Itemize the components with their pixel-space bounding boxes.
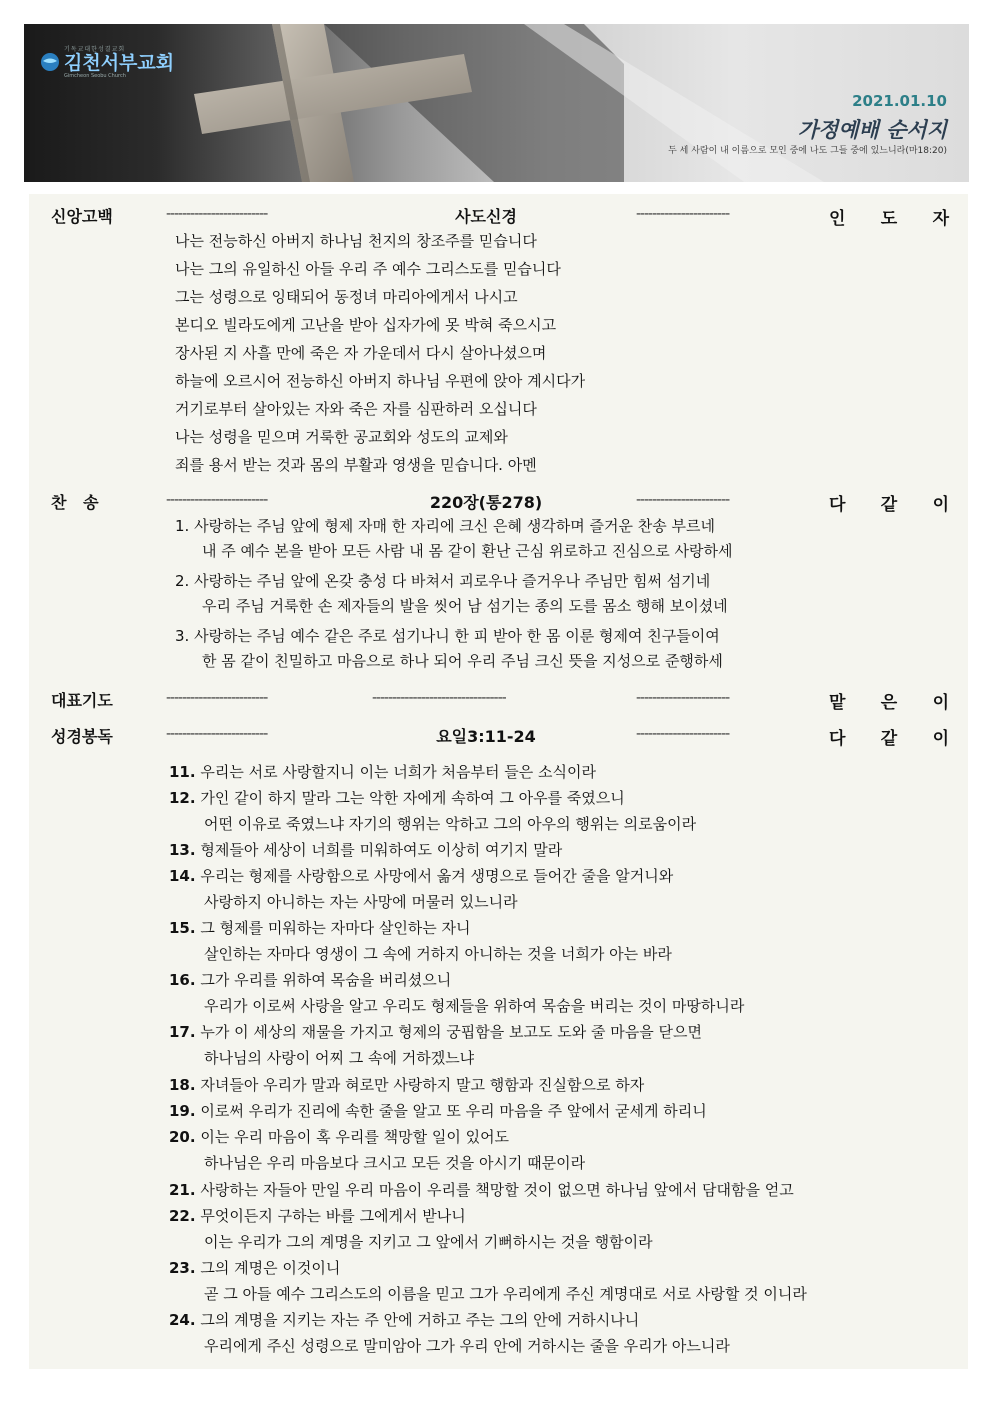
prayer-leader: 맡 은 이 (829, 693, 949, 713)
creed-line: 거기로부터 살아있는 자와 죽은 자를 심판하러 오십니다 (175, 400, 537, 418)
divider: ----------------------- (636, 690, 730, 706)
creed-line: 죄를 용서 받는 것과 몸의 부활과 영생을 믿습니다. 아멘 (175, 456, 537, 474)
scripture-verse: 21. 사랑하는 자들아 만일 우리 마음이 우리를 책망할 것이 없으면 하나님 앞에서 담대함을 얻고 (169, 1181, 794, 1199)
globe-icon (40, 52, 60, 72)
creed-line: 그는 성령으로 잉태되어 동정녀 마리아에게서 나시고 (175, 288, 518, 306)
reading-label: 성경봉독 (51, 727, 113, 746)
scripture-verse: 17. 누가 이 세상의 재물을 가지고 형제의 궁핍함을 보고도 도와 줄 마음을 닫으면 (169, 1023, 703, 1041)
scripture-verse: 23. 그의 계명은 이것이니 (169, 1259, 341, 1277)
creed-row (29, 204, 968, 232)
scripture-verse: 18. 자녀들아 우리가 말과 혀로만 사랑하지 말고 행함과 진실함으로 하자 (169, 1076, 645, 1094)
hymn-verse-line: 내 주 예수 본을 받아 모든 사람 내 몸 같이 환난 근심 위로하고 진심으로 사랑하세 (202, 542, 733, 560)
creed-line: 나는 전능하신 아버지 하나님 천지의 창조주를 믿습니다 (175, 232, 537, 250)
divider: ------------------------- (166, 206, 268, 222)
worship-order (29, 194, 968, 1369)
scripture-verse: 12. 가인 같이 하지 말라 그는 악한 자에게 속하여 그 아우를 죽였으니 (169, 789, 625, 807)
scripture-verse: 19. 이로써 우리가 진리에 속한 줄을 알고 또 우리 마음을 주 앞에서 굳세게 하리니 (169, 1102, 707, 1120)
creed-label: 신앙고백 (51, 207, 113, 226)
creed-line: 하늘에 오르시어 전능하신 아버지 하나님 우편에 앉아 계시다가 (175, 372, 586, 390)
scripture-verse: 14. 우리는 형제를 사랑함으로 사망에서 옮겨 생명으로 들어간 줄을 알거니와 (169, 867, 674, 885)
scripture-verse: 20. 이는 우리 마음이 혹 우리를 책망할 일이 있어도 (169, 1128, 510, 1146)
scripture-verse-cont: 우리가 이로써 사랑을 알고 우리도 형제들을 위하여 목숨을 버리는 것이 마땅하니라 (204, 997, 745, 1015)
scripture-verse-cont: 이는 우리가 그의 계명을 지키고 그 앞에서 기뻐하시는 것을 행함이라 (204, 1233, 653, 1251)
scripture-verse: 16. 그가 우리를 위하여 목숨을 버리셨으니 (169, 971, 452, 989)
church-logo (40, 44, 174, 79)
scripture-verse-cont: 어떤 이유로 죽였느냐 자기의 행위는 악하고 그의 아우의 행위는 의로움이라 (204, 815, 697, 833)
scripture-verse-cont: 하나님은 우리 마음보다 크시고 모든 것을 아시기 때문이라 (204, 1154, 586, 1172)
reading-row (29, 724, 968, 752)
scripture-verse: 15. 그 형제를 미워하는 자마다 살인하는 자니 (169, 919, 471, 937)
hymn-leader: 다 같 이 (829, 495, 949, 515)
service-title: 가정예배 순서지 (797, 118, 947, 142)
creed-line: 나는 성령을 믿으며 거룩한 공교회와 성도의 교제와 (175, 428, 508, 446)
divider: ------------------------- (166, 726, 268, 742)
hymn-verse-line: 1. 사랑하는 주님 앞에 형제 자매 한 자리에 크신 은혜 생각하며 즐거운 찬송 부르네 (175, 517, 715, 535)
scripture-verse-cont: 하나님의 사랑이 어찌 그 속에 거하겠느냐 (204, 1049, 475, 1067)
hymn-title: 220장(통278) (429, 493, 543, 512)
reading-title: 요일3:11-24 (436, 727, 536, 746)
divider: --------------------------------- (372, 690, 506, 706)
scripture-verse: 13. 형제들아 세상이 너희를 미워하여도 이상히 여기지 말라 (169, 841, 563, 859)
scripture-verse: 11. 우리는 서로 사랑할지니 이는 너희가 처음부터 들은 소식이라 (169, 763, 596, 781)
creed-leader: 인 도 자 (829, 209, 949, 229)
scripture-verse-cont: 우리에게 주신 성령으로 말미암아 그가 우리 안에 거하시는 줄을 우리가 아느니라 (204, 1337, 730, 1355)
church-name-en: Gimcheon Seobu Church (64, 73, 126, 79)
hymn-label: 찬 송 (51, 493, 99, 512)
hymn-row (29, 490, 968, 518)
logo-denomination: 기독교대한성결교회 (64, 46, 126, 53)
divider: ------------------------- (166, 690, 268, 706)
divider: ----------------------- (636, 206, 730, 222)
hymn-verse-line: 우리 주님 거룩한 손 제자들의 발을 씻어 남 섬기는 종의 도를 몸소 행해 보이셨네 (202, 597, 728, 615)
creed-line: 장사된 지 사흘 만에 죽은 자 가운데서 다시 살아나셨으며 (175, 344, 547, 362)
creed-line: 본디오 빌라도에게 고난을 받아 십자가에 못 박혀 죽으시고 (175, 316, 557, 334)
scripture-verse-cont: 사랑하지 아니하는 자는 사망에 머물러 있느니라 (204, 893, 518, 911)
reading-leader: 다 같 이 (829, 729, 949, 749)
scripture-verse: 22. 무엇이든지 구하는 바를 그에게서 받나니 (169, 1207, 466, 1225)
church-name: 김천서부교회 (64, 52, 175, 74)
divider: ----------------------- (636, 492, 730, 508)
scripture-verse-cont: 곧 그 아들 예수 그리스도의 이름을 믿고 그가 우리에게 주신 계명대로 서로 사랑할 것 이니라 (204, 1285, 807, 1303)
scripture-verse-cont: 살인하는 자마다 영생이 그 속에 거하지 아니하는 것을 너희가 아는 바라 (204, 945, 672, 963)
hymn-verse-line: 한 몸 같이 친밀하고 마음으로 하나 되어 우리 주님 크신 뜻을 지성으로 준행하세 (202, 652, 723, 670)
scripture-verse: 24. 그의 계명을 지키는 자는 주 안에 거하고 주는 그의 안에 거하시나니 (169, 1311, 640, 1329)
prayer-label: 대표기도 (51, 691, 113, 710)
creed-title: 사도신경 (455, 207, 517, 226)
divider: ------------------------- (166, 492, 268, 508)
prayer-row (29, 688, 968, 716)
service-date: 2021.01.10 (852, 92, 947, 110)
hymn-verse-line: 3. 사랑하는 주님 예수 같은 주로 섬기나니 한 피 받아 한 몸 이룬 형제여 친구들이여 (175, 627, 720, 645)
hymn-verse-line: 2. 사랑하는 주님 앞에 온갖 충성 다 바쳐서 괴로우나 즐거우나 주님만 힘써 섬기네 (175, 572, 711, 590)
creed-line: 나는 그의 유일하신 아들 우리 주 예수 그리스도를 믿습니다 (175, 260, 561, 278)
divider: ----------------------- (636, 726, 730, 742)
header-banner (24, 24, 969, 182)
header-verse: 두 세 사람이 내 이름으로 모인 중에 나도 그들 중에 있느니라(마18:20) (668, 146, 947, 156)
